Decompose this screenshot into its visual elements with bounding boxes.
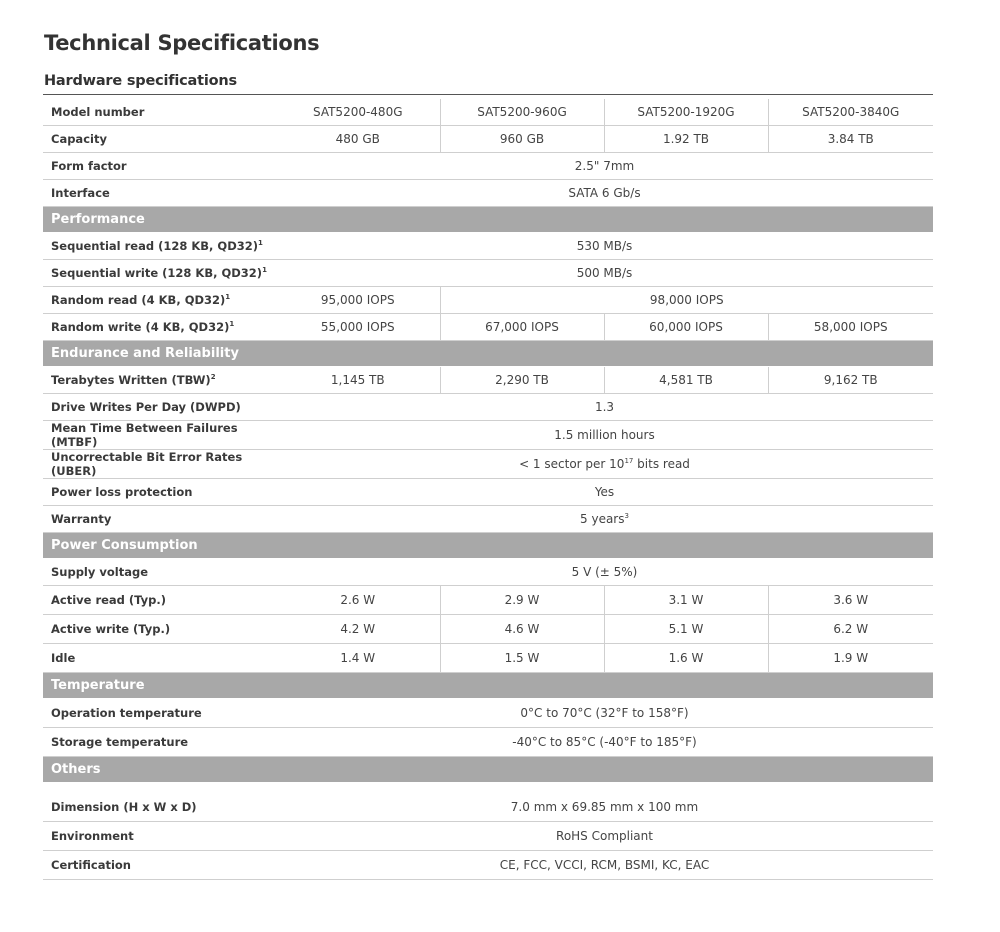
value-cell: 58,000 IOPS [768, 314, 933, 341]
row-supply-voltage [43, 559, 933, 586]
value-cell: 67,000 IOPS [440, 314, 604, 341]
section-header: Others [43, 757, 933, 783]
footnote-mark: 1 [225, 293, 231, 302]
row-label: Mean Time Between Failures (MTBF) [43, 421, 276, 450]
value-cell: 4.6 W [440, 615, 604, 644]
value-cell: 480 GB [276, 126, 440, 153]
section-subtitle: Hardware specifications [44, 73, 237, 89]
row-label [43, 314, 276, 341]
row-label: Environment [43, 822, 276, 851]
label-text: Random write (4 KB, QD32) [51, 320, 230, 334]
value-cell: 95,000 IOPS [276, 287, 440, 314]
value-cell: 1.6 W [604, 644, 768, 673]
value-cell: 1.3 [276, 394, 933, 421]
value-cell: 9,162 TB [768, 367, 933, 394]
footnote-mark: 1 [258, 239, 263, 248]
uber-exponent: 17 [624, 457, 634, 465]
value-cell: 0°C to 70°C (32°F to 158°F) [276, 699, 933, 728]
section-header: Endurance and Reliability [43, 341, 933, 367]
row-label [43, 233, 276, 260]
row-dwpd [43, 394, 933, 421]
section-power [43, 533, 933, 559]
value-cell: 530 MB/s [276, 233, 933, 260]
label-text: Sequential read (128 KB, QD32) [51, 239, 258, 253]
row-label: Supply voltage [43, 559, 276, 586]
row-label: Warranty [43, 506, 276, 533]
row-uber [43, 450, 933, 479]
value-cell: 4.2 W [276, 615, 440, 644]
value-cell: 55,000 IOPS [276, 314, 440, 341]
page-title: Technical Specifications [44, 31, 320, 55]
footnote-mark: 1 [262, 266, 267, 275]
row-label [43, 260, 276, 287]
row-storage-temperature [43, 728, 933, 757]
value-cell: 7.0 mm x 69.85 mm x 100 mm [276, 793, 933, 822]
row-tbw [43, 367, 933, 394]
section-header: Performance [43, 207, 933, 233]
row-dimension [43, 793, 933, 822]
row-label: Storage temperature [43, 728, 276, 757]
row-label: Dimension (H x W x D) [43, 793, 276, 822]
value-cell: Yes [276, 479, 933, 506]
row-warranty [43, 506, 933, 533]
value-cell: 500 MB/s [276, 260, 933, 287]
row-label: Operation temperature [43, 699, 276, 728]
value-cell: 2.9 W [440, 586, 604, 615]
value-cell: 2.6 W [276, 586, 440, 615]
value-cell: 6.2 W [768, 615, 933, 644]
value-cell: 1.9 W [768, 644, 933, 673]
model-cell: SAT5200-3840G [768, 99, 933, 126]
row-label: Uncorrectable Bit Error Rates (UBER) [43, 450, 276, 479]
row-interface [43, 180, 933, 207]
section-endurance [43, 341, 933, 367]
row-label: Capacity [43, 126, 276, 153]
value-cell: 3.1 W [604, 586, 768, 615]
row-label: Power loss protection [43, 479, 276, 506]
row-sequential-write [43, 260, 933, 287]
row-active-write [43, 615, 933, 644]
value-cell: 960 GB [440, 126, 604, 153]
row-sequential-read [43, 233, 933, 260]
row-label: Active write (Typ.) [43, 615, 276, 644]
model-cell: SAT5200-1920G [604, 99, 768, 126]
row-label: Active read (Typ.) [43, 586, 276, 615]
label-text: Terabytes Written (TBW) [51, 373, 211, 387]
model-cell: SAT5200-960G [440, 99, 604, 126]
label-text: Random read (4 KB, QD32) [51, 293, 226, 307]
section-header: Temperature [43, 673, 933, 699]
row-power-loss-protection [43, 479, 933, 506]
value-cell: -40°C to 85°C (-40°F to 185°F) [276, 728, 933, 757]
section-performance [43, 207, 933, 233]
row-random-write [43, 314, 933, 341]
value-cell: SATA 6 Gb/s [276, 180, 933, 207]
row-label: Model number [43, 99, 276, 126]
warranty-text: 5 years [580, 512, 625, 526]
row-random-read [43, 287, 933, 314]
section-header: Power Consumption [43, 533, 933, 559]
value-cell: 5.1 W [604, 615, 768, 644]
value-cell [276, 506, 933, 533]
spec-table [43, 99, 933, 880]
label-text: Sequential write (128 KB, QD32) [51, 266, 263, 280]
uber-prefix: < 1 sector per 10 [519, 457, 625, 471]
footnote-mark: 3 [624, 512, 629, 520]
row-idle [43, 644, 933, 673]
value-cell [276, 450, 933, 479]
row-label [43, 287, 276, 314]
row-label: Form factor [43, 153, 276, 180]
value-cell: 2,290 TB [440, 367, 604, 394]
row-operation-temperature [43, 699, 933, 728]
value-cell: 1.4 W [276, 644, 440, 673]
row-label: Interface [43, 180, 276, 207]
section-others [43, 757, 933, 783]
value-cell: RoHS Compliant [276, 822, 933, 851]
header-rule [43, 94, 933, 95]
value-cell: 3.6 W [768, 586, 933, 615]
row-mtbf [43, 421, 933, 450]
row-environment [43, 822, 933, 851]
row-model-number [43, 99, 933, 126]
row-label: Drive Writes Per Day (DWPD) [43, 394, 276, 421]
spacer-cell [43, 783, 933, 794]
value-cell: 4,581 TB [604, 367, 768, 394]
value-cell: 3.84 TB [768, 126, 933, 153]
value-cell: 5 V (± 5%) [276, 559, 933, 586]
value-cell: 1.5 million hours [276, 421, 933, 450]
value-cell: 2.5" 7mm [276, 153, 933, 180]
model-cell: SAT5200-480G [276, 99, 440, 126]
footnote-mark: 2 [210, 373, 216, 382]
value-cell: CE, FCC, VCCI, RCM, BSMI, KC, EAC [276, 851, 933, 880]
row-certification [43, 851, 933, 880]
value-cell: 1.5 W [440, 644, 604, 673]
value-cell: 98,000 IOPS [440, 287, 933, 314]
row-form-factor [43, 153, 933, 180]
value-cell: 1,145 TB [276, 367, 440, 394]
row-label: Idle [43, 644, 276, 673]
value-cell: 60,000 IOPS [604, 314, 768, 341]
row-label: Certification [43, 851, 276, 880]
row-label [43, 367, 276, 394]
spacer-row [43, 783, 933, 794]
row-active-read [43, 586, 933, 615]
section-temperature [43, 673, 933, 699]
row-capacity [43, 126, 933, 153]
uber-suffix: bits read [633, 457, 690, 471]
value-cell: 1.92 TB [604, 126, 768, 153]
footnote-mark: 1 [229, 320, 235, 329]
